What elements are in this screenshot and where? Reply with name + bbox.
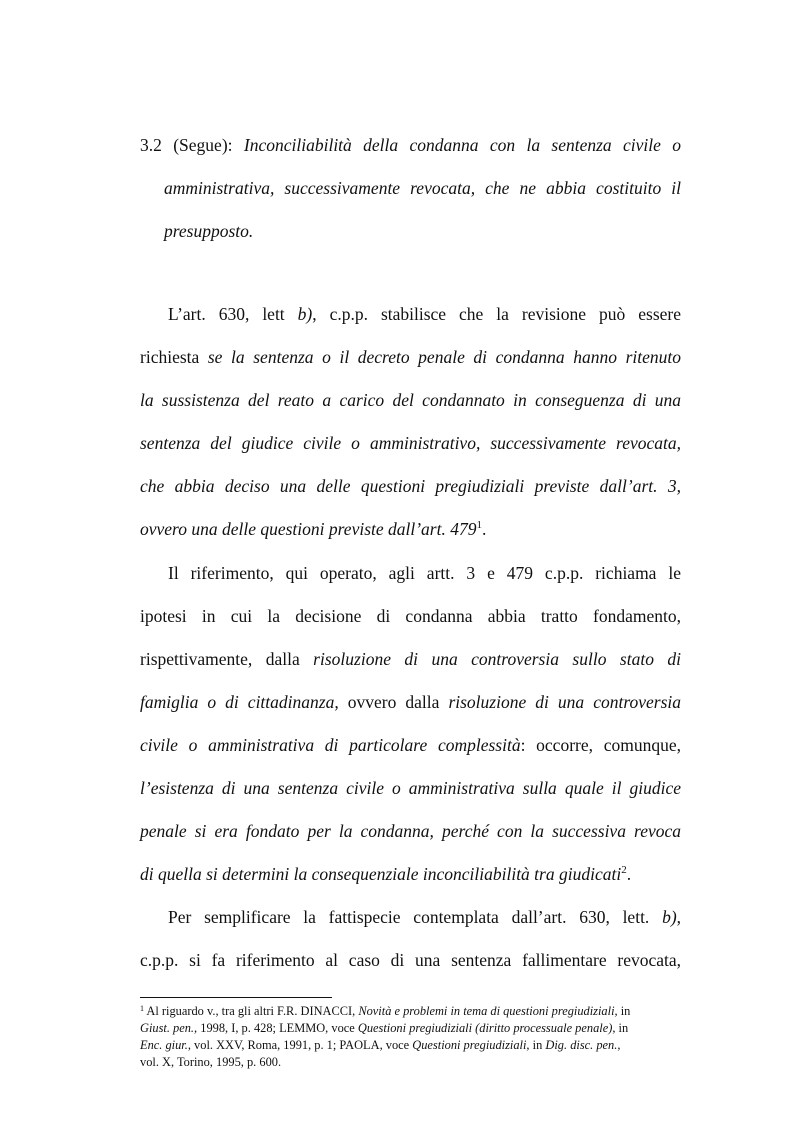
text-line: sentenza del giudice civile o amministrativo, successivamente revocata, (140, 433, 681, 454)
section-heading (140, 124, 681, 253)
footnote-divider (140, 997, 332, 998)
text-line: ovvero una delle questioni previste dall’art. $479^1$. (140, 519, 487, 540)
text-line: Per semplificare la fattispecie contemplata dall’art. 630, lett. b), (168, 907, 682, 928)
footnote (140, 1003, 681, 1071)
footnote-line: Giust. pen., 1998, I, p. 428; LEMMO, voce Questioni pregiudiziali (diritto processuale penale), in (140, 1021, 629, 1035)
text-line: richiesta se la sentenza o il decreto penale di condanna hanno ritenuto (140, 347, 681, 368)
text-line: L’art. 630, lett b), c.p.p. stabilisce che la revisione può essere (168, 304, 681, 324)
text-line: rispettivamente, dalla risoluzione di una controversia sullo stato di (140, 648, 682, 669)
text-line: l’esistenza di una sentenza civile o amministrativa sulla quale il giudice (140, 778, 681, 799)
text-line: la sussistenza del reato a carico del condannato in conseguenza di una (140, 390, 681, 411)
heading-line: amministrativa, successivamente revocata, che ne abbia costituito il (164, 178, 681, 198)
footnote-line: Enc. giur., vol. XXV, Roma, 1991, p. 1; PAOLA, voce Questioni pregiudiziali, in Dig. disc. pen., (140, 1038, 621, 1052)
text-line: di quella si determini la consequenziale inconciliabilità tra giudicati$^2$. (140, 864, 632, 885)
footnote-mark: 1 (140, 1004, 144, 1013)
footnote-ref[interactable]: 1 (476, 519, 482, 532)
footnote-line: vol. X, Torino, 1995, p. 600. (140, 1055, 282, 1069)
footnote-line: $^1$ Al riguardo v., tra gli altri F.R. DINACCI, Novità e problemi in tema di questioni pregiudiziali, in (140, 1004, 631, 1018)
text-line: ipotesi in cui la decisione di condanna abbia tratto fondamento, (140, 605, 681, 626)
heading-line: presupposto. (164, 221, 254, 241)
section-title: Inconciliabilità della condanna con la sentenza civile o (243, 135, 682, 155)
text-line: c.p.p. si fa riferimento al caso di una sentenza fallimentare revocata, (140, 950, 681, 971)
heading-line (140, 124, 681, 167)
body-text (140, 293, 681, 983)
text-line: che abbia deciso una delle questioni pregiudiziali previste dall’art. 3, (140, 476, 681, 497)
text-line: penale si era fondato per la condanna, perché con la successiva revoca (140, 821, 681, 842)
text-line: famiglia o di cittadinanza, ovvero dalla risoluzione di una controversia (140, 691, 682, 712)
footnote-ref[interactable]: 2 (621, 864, 627, 877)
text-line: Il riferimento, qui operato, agli artt. 3 e 479 c.p.p. richiama le (168, 562, 681, 583)
text-line: civile o amministrativa di particolare complessità: occorre, comunque, (140, 734, 681, 755)
segue-label: (Segue): (173, 135, 233, 155)
section-number: 3.2 (140, 135, 162, 155)
